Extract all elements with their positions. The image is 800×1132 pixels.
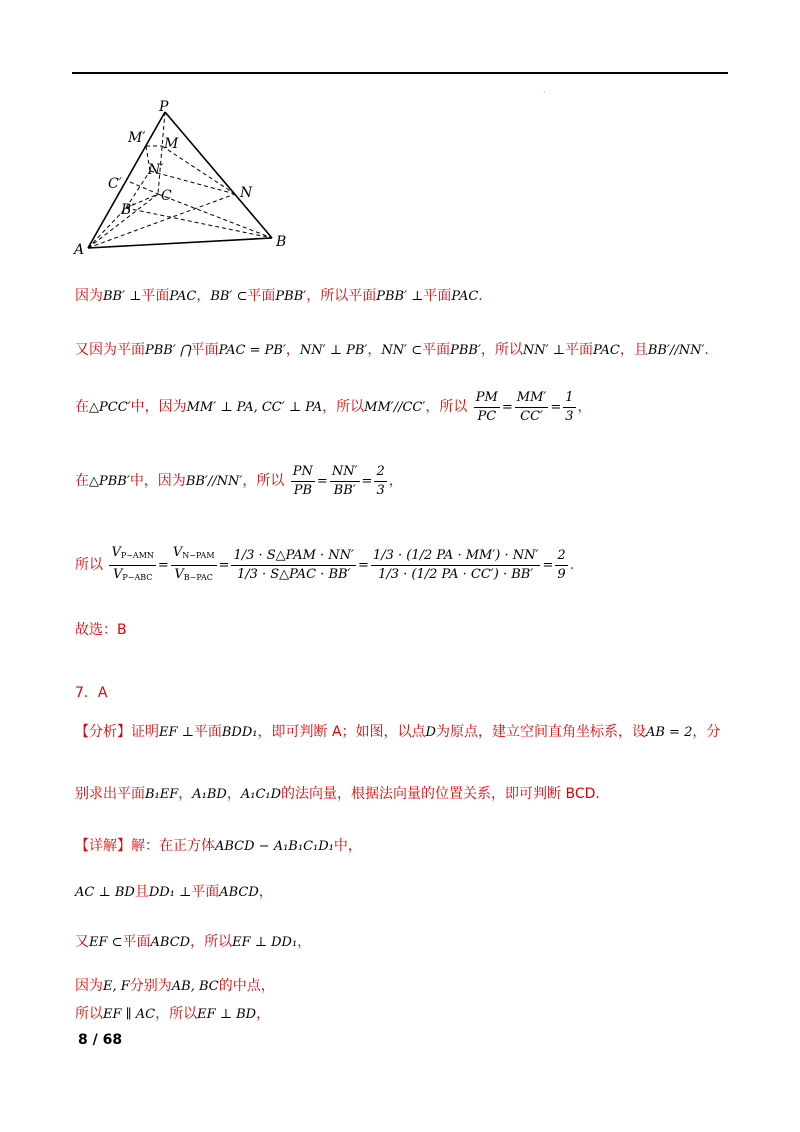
text-line-1: 因为BB′ ⊥平面PAC，BB′ ⊂平面PBB′，所以平面PBB′ ⊥平面PAC. — [75, 288, 483, 304]
fraction-two-ninths: $\frac{2}{9}$ — [557, 547, 566, 582]
label-M: M — [164, 136, 179, 152]
text-line-5-volume-formula: 所以 $\frac{V_{P-AMN}}{V_{P-ABC}}$ = $\frac{V_{N-PAM}}{V_{B-PAC}}$ = $\frac{\text{1/3 · S△PAM · NN′}}{\text{1/3 · S△PAC · BB′}}$ = $\frac{1/3 \cdot (1/2 PA \cdot MM') \cdot NN'}{1/3 \cdot (1/2 PA \cdot CC') \cdot BB'}$ = $\frac{2}{9}$ . — [75, 530, 574, 601]
fraction-two-thirds: $\frac{2}{3}$ — [376, 463, 385, 498]
label-B: B — [276, 234, 287, 250]
pyramid-figure — [60, 96, 300, 261]
page-number: 8 / 68 — [78, 1032, 123, 1048]
fraction-volume-ratio-2: $\frac{V_{N-PAM}}{V_{B-PAC}}$ — [172, 544, 215, 582]
detail-line-2: AC ⊥ BD且DD₁ ⊥平面ABCD， — [75, 884, 273, 900]
section-number: 7．A — [75, 685, 108, 701]
detail-line-4: 因为E, F分别为AB, BC的中点， — [75, 978, 275, 994]
fraction-mm-cc: $\frac{MM'}{CC'}$ — [516, 389, 547, 424]
detail-line-1: 【详解】解：在正方体ABCD − A₁B₁C₁D₁中， — [75, 838, 362, 854]
label-N-prime: N′ — [148, 162, 164, 178]
detail-line-3: 又EF ⊂平面ABCD，所以EF ⊥ DD₁， — [75, 934, 312, 950]
answer-line: 故选：B — [75, 622, 127, 638]
detail-line-5: 所以EF ∥ AC，所以EF ⊥ BD， — [75, 1006, 271, 1022]
text-line-4: 在△PBB′中，因为BB′//NN′，所以 $\frac{PN}{PB}$ = $\frac{NN'}{BB'}$ = $\frac{2}{3}$ ， — [75, 463, 403, 498]
label-P: P — [159, 99, 169, 115]
analysis-line-2: 别求出平面B₁EF，A₁BD，A₁C₁D的法向量，根据法向量的位置关系，即可判断 BCD. — [75, 786, 600, 802]
decorative-dot: · — [543, 88, 546, 97]
fraction-pn-pb: $\frac{PN}{PB}$ — [292, 463, 313, 498]
header-rule — [72, 72, 728, 74]
fraction-expanded: $\frac{1/3 \cdot (1/2 PA \cdot MM') \cdot NN'}{1/3 \cdot (1/2 PA \cdot CC') \cdot BB'}$ — [372, 547, 539, 582]
label-A: A — [74, 242, 85, 258]
fraction-nn-bb: $\frac{NN'}{BB'}$ — [331, 463, 358, 498]
fraction-pm-pc: $\frac{PM}{PC}$ — [475, 389, 498, 424]
fraction-one-third: $\frac{1}{3}$ — [565, 389, 574, 424]
fraction-volume-ratio-1: $\frac{V_{P-AMN}}{V_{P-ABC}}$ — [111, 544, 154, 582]
label-C: C — [161, 188, 172, 204]
text-line-2: 又因为平面PBB′ ⋂平面PAC = PB′，NN′ ⊥ PB′，NN′ ⊂平面PBB′，所以NN′ ⊥平面PAC，且BB′//NN′. — [75, 342, 709, 358]
label-N: N — [240, 185, 253, 201]
analysis-line-1: 【分析】证明EF ⊥平面BDD₁，即可判断 A；如图，以点D为原点，建立空间直角坐标系，设AB = 2，分 — [75, 724, 721, 740]
fraction-area-ratio: $\frac{\text{1/3 · S△PAM · NN′}}{\text{1/3 · S△PAC · BB′}}$ — [233, 547, 355, 582]
text-line-3: 在△PCC′中，因为MM′ ⊥ PA, CC′ ⊥ PA，所以MM′//CC′，所以 $\frac{PM}{PC}$ = $\frac{MM'}{CC'}$ = $\frac{1}{3}$ ， — [75, 389, 592, 424]
label-M-prime: M′ — [128, 130, 146, 146]
label-C-prime: C′ — [108, 176, 122, 192]
label-B-prime: B′ — [121, 202, 135, 218]
